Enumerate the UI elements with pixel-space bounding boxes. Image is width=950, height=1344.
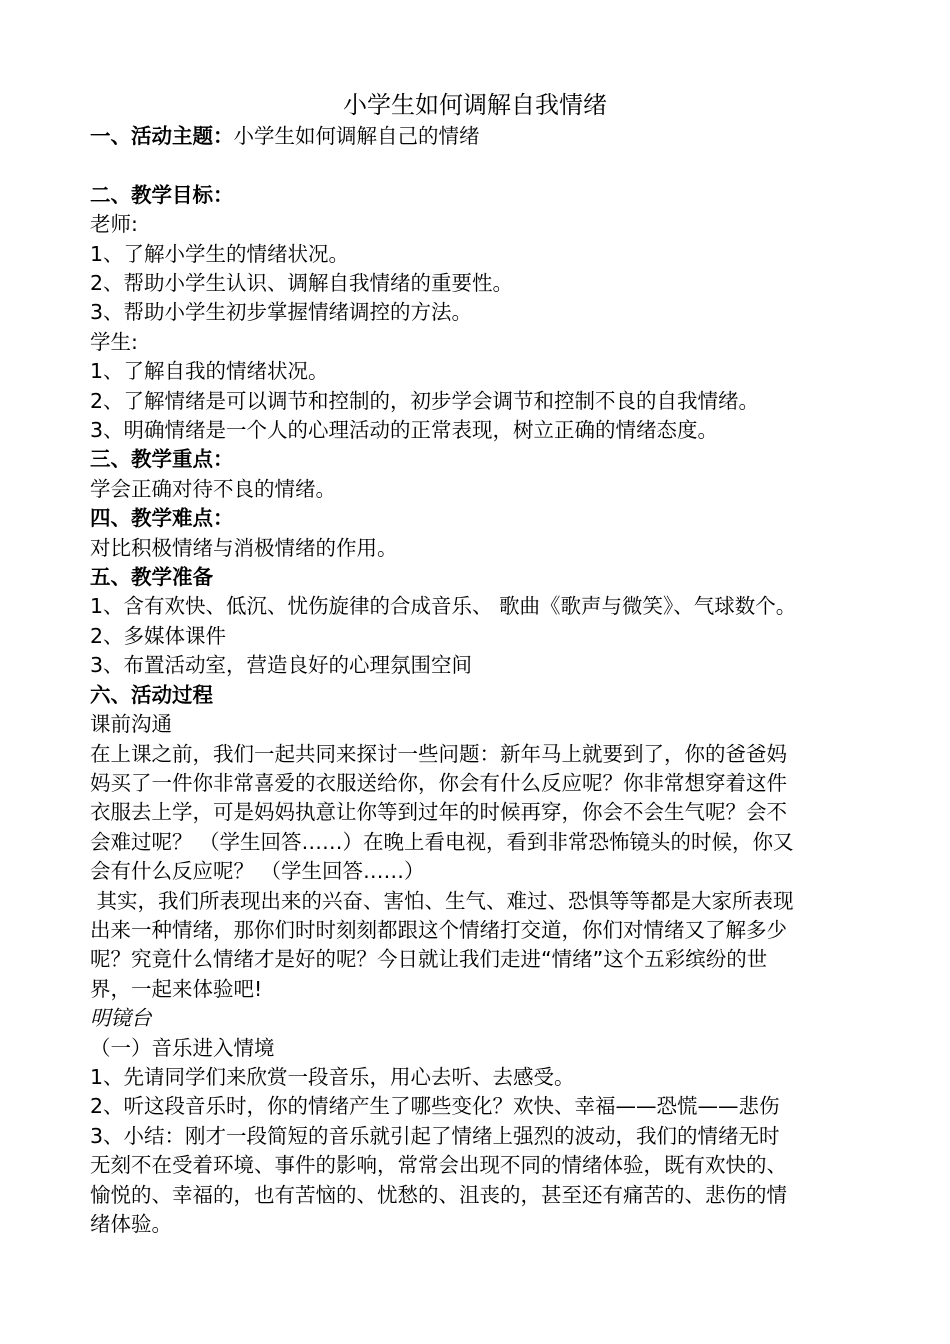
paragraph-line: 会有什么反应呢？ （学生回答……）	[90, 859, 425, 884]
section-4-text: 对比积极情绪与消极情绪的作用。	[90, 535, 398, 560]
section-3-text: 学会正确对待不良的情绪。	[90, 476, 336, 501]
section-6-heading: 六、活动过程	[90, 682, 213, 707]
subheading-music: （一）音乐进入情境	[90, 1035, 275, 1060]
student-item: 3、明确情绪是一个人的心理活动的正常表现，树立正确的情绪态度。	[90, 418, 719, 443]
section-5-heading: 五、教学准备	[90, 565, 213, 590]
paragraph-summary	[90, 1122, 870, 1240]
section-2-heading: 二、教学目标：	[90, 182, 234, 207]
activity-item: 1、先请同学们来欣赏一段音乐，用心去听、去感受。	[90, 1064, 575, 1089]
paragraph-line: 会难过呢？ （学生回答……）在晚上看电视，看到非常恐怖镜头的时候，你又	[90, 829, 794, 854]
document-body	[90, 122, 870, 1239]
prep-item: 2、多媒体课件	[90, 623, 227, 648]
paragraph-line: 在上课之前，我们一起共同来探讨一些问题：新年马上就要到了，你的爸爸妈	[90, 741, 787, 766]
section-1-heading	[90, 122, 870, 151]
paragraph-line: 无刻不在受着环境、事件的影响，常常会出现不同的情绪体验，既有欢快的、	[90, 1153, 787, 1178]
paragraph-line: 出来一种情绪，那你们时时刻刻都跟这个情绪打交道，你们对情绪又了解多少	[90, 917, 787, 942]
paragraph-line: 3、小结：刚才一段简短的音乐就引起了情绪上强烈的波动，我们的情绪无时	[90, 1123, 780, 1148]
subheading-mirror: 明镜台	[90, 1006, 152, 1031]
section-1-text: 小学生如何调解自己的情绪	[233, 124, 480, 148]
section-1-heading-label: 一、活动主题：	[90, 124, 234, 148]
paragraph-line: 妈买了一件你非常喜爱的衣服送给你，你会有什么反应呢？你非常想穿着这件	[90, 770, 787, 795]
teacher-item: 3、帮助小学生初步掌握情绪调控的方法。	[90, 300, 473, 325]
student-item: 1、了解自我的情绪状况。	[90, 359, 329, 384]
paragraph-line: 绪体验。	[90, 1212, 172, 1237]
prep-item: 1、含有欢快、低沉、忧伤旋律的合成音乐、 歌曲《歌声与微笑》、气球数个。	[90, 594, 797, 619]
student-item: 2、了解情绪是可以调节和控制的，初步学会调节和控制不良的自我情绪。	[90, 388, 760, 413]
activity-item: 2、听这段音乐时，你的情绪产生了哪些变化？欢快、幸福——恐慌——悲伤	[90, 1094, 780, 1119]
paragraph-emotions	[90, 887, 870, 1005]
document-title: 小学生如何调解自我情绪	[343, 91, 607, 119]
teacher-label: 老师:	[90, 212, 138, 237]
teacher-item: 1、了解小学生的情绪状况。	[90, 241, 350, 266]
teacher-item: 2、帮助小学生认识、调解自我情绪的重要性。	[90, 271, 514, 296]
section-4-heading: 四、教学难点：	[90, 506, 234, 531]
subheading-pre-class: 课前沟通	[90, 712, 172, 737]
student-label: 学生:	[90, 329, 138, 354]
paragraph-pre-class	[90, 740, 870, 887]
prep-item: 3、布置活动室，营造良好的心理氛围空间	[90, 653, 473, 678]
paragraph-line: 界，一起来体验吧!	[90, 976, 263, 1001]
blank-line	[90, 151, 870, 180]
section-3-heading: 三、教学重点：	[90, 447, 234, 472]
paragraph-line: 愉悦的、幸福的，也有苦恼的、忧愁的、沮丧的，甚至还有痛苦的、悲伤的情	[90, 1182, 787, 1207]
paragraph-line: 其实，我们所表现出来的兴奋、害怕、生气、难过、恐惧等等都是大家所表现	[90, 888, 794, 913]
paragraph-line: 衣服去上学，可是妈妈执意让你等到过年的时候再穿，你会不会生气呢？会不	[90, 800, 787, 825]
paragraph-line: 呢？究竟什么情绪才是好的呢？今日就让我们走进“情绪”这个五彩缤纷的世	[90, 947, 768, 972]
